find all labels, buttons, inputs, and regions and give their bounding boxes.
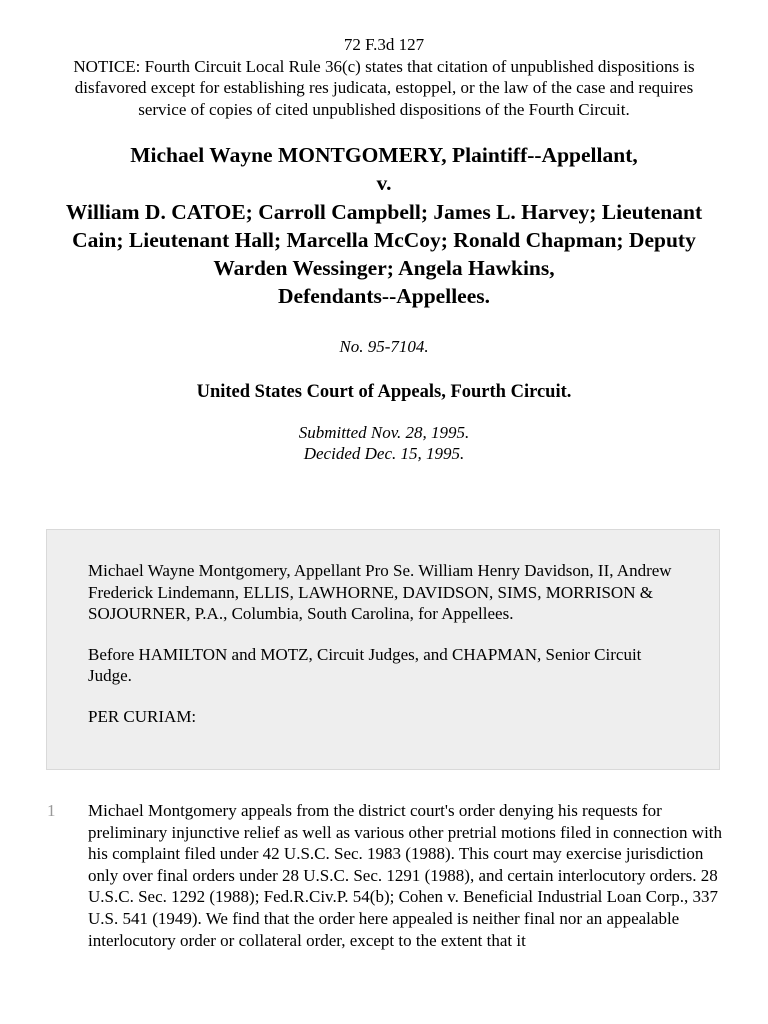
case-caption [60, 141, 708, 311]
court-name: United States Court of Appeals, Fourth Circuit. [196, 381, 572, 402]
submitted-date: Submitted Nov. 28, 1995. [298, 422, 470, 442]
per-curiam-label: PER CURIAM: [88, 706, 197, 726]
appellees-line: Defendants--Appellees. [278, 284, 490, 309]
case-dates [0, 422, 768, 464]
appellant-line: Michael Wayne MONTGOMERY, Plaintiff--Appellant, [130, 143, 638, 167]
document-header [50, 0, 718, 120]
docket-number: No. 95-7104. [339, 336, 429, 356]
versus-line: v. [376, 171, 392, 196]
paragraph-number: 1 [47, 801, 56, 820]
unpublished-notice: NOTICE: Fourth Circuit Local Rule 36(c) states that citation of unpublished dispositions is disfavored except for establishing res judicata, estoppel, or the law of the case and requires service of copies of cited unpublished dispositions of the Fourth Circuit. [73, 56, 695, 119]
panel-text: Before HAMILTON and MOTZ, Circuit Judges, and CHAPMAN, Senior Circuit Judge. [88, 644, 642, 685]
citation: 72 F.3d 127 [343, 35, 425, 54]
decided-date: Decided Dec. 15, 1995. [303, 443, 465, 463]
defendants-list: William D. CATOE; Carroll Campbell; James L. Harvey; Lieutenant Cain; Lieutenant Hall; Marcella McCoy; Ronald Chapman; Deputy Warden Wessinger; Angela Hawkins, [65, 199, 703, 281]
counsel-text: Michael Wayne Montgomery, Appellant Pro Se. William Henry Davidson, II, Andrew Frederick Lindemann, ELLIS, LAWHORNE, DAVIDSON, SIMS, MORRISON & SOJOURNER, P.A., Columbia, South Carolina, for Appellees. [88, 561, 672, 623]
paragraph-text: Michael Montgomery appeals from the district court's order denying his requests for preliminary injunctive relief as well as various other pretrial motions filed in connection with his complaint filed under 42 U.S.C. Sec. 1983 (1988). This court may exercise jurisdiction only over final orders under 28 U.S.C. Sec. 1291 (1988), and certain interlocutory orders. 28 U.S.C. Sec. 1292 (1988); Fed.R.Civ.P. 54(b); Cohen v. Beneficial Industrial Loan Corp., 337 U.S. 541 (1949). We find that the order here appealed is neither final nor an appealable interlocutory order or collateral order, except to the extent that it [88, 801, 723, 950]
counsel-panel-box [46, 529, 720, 770]
